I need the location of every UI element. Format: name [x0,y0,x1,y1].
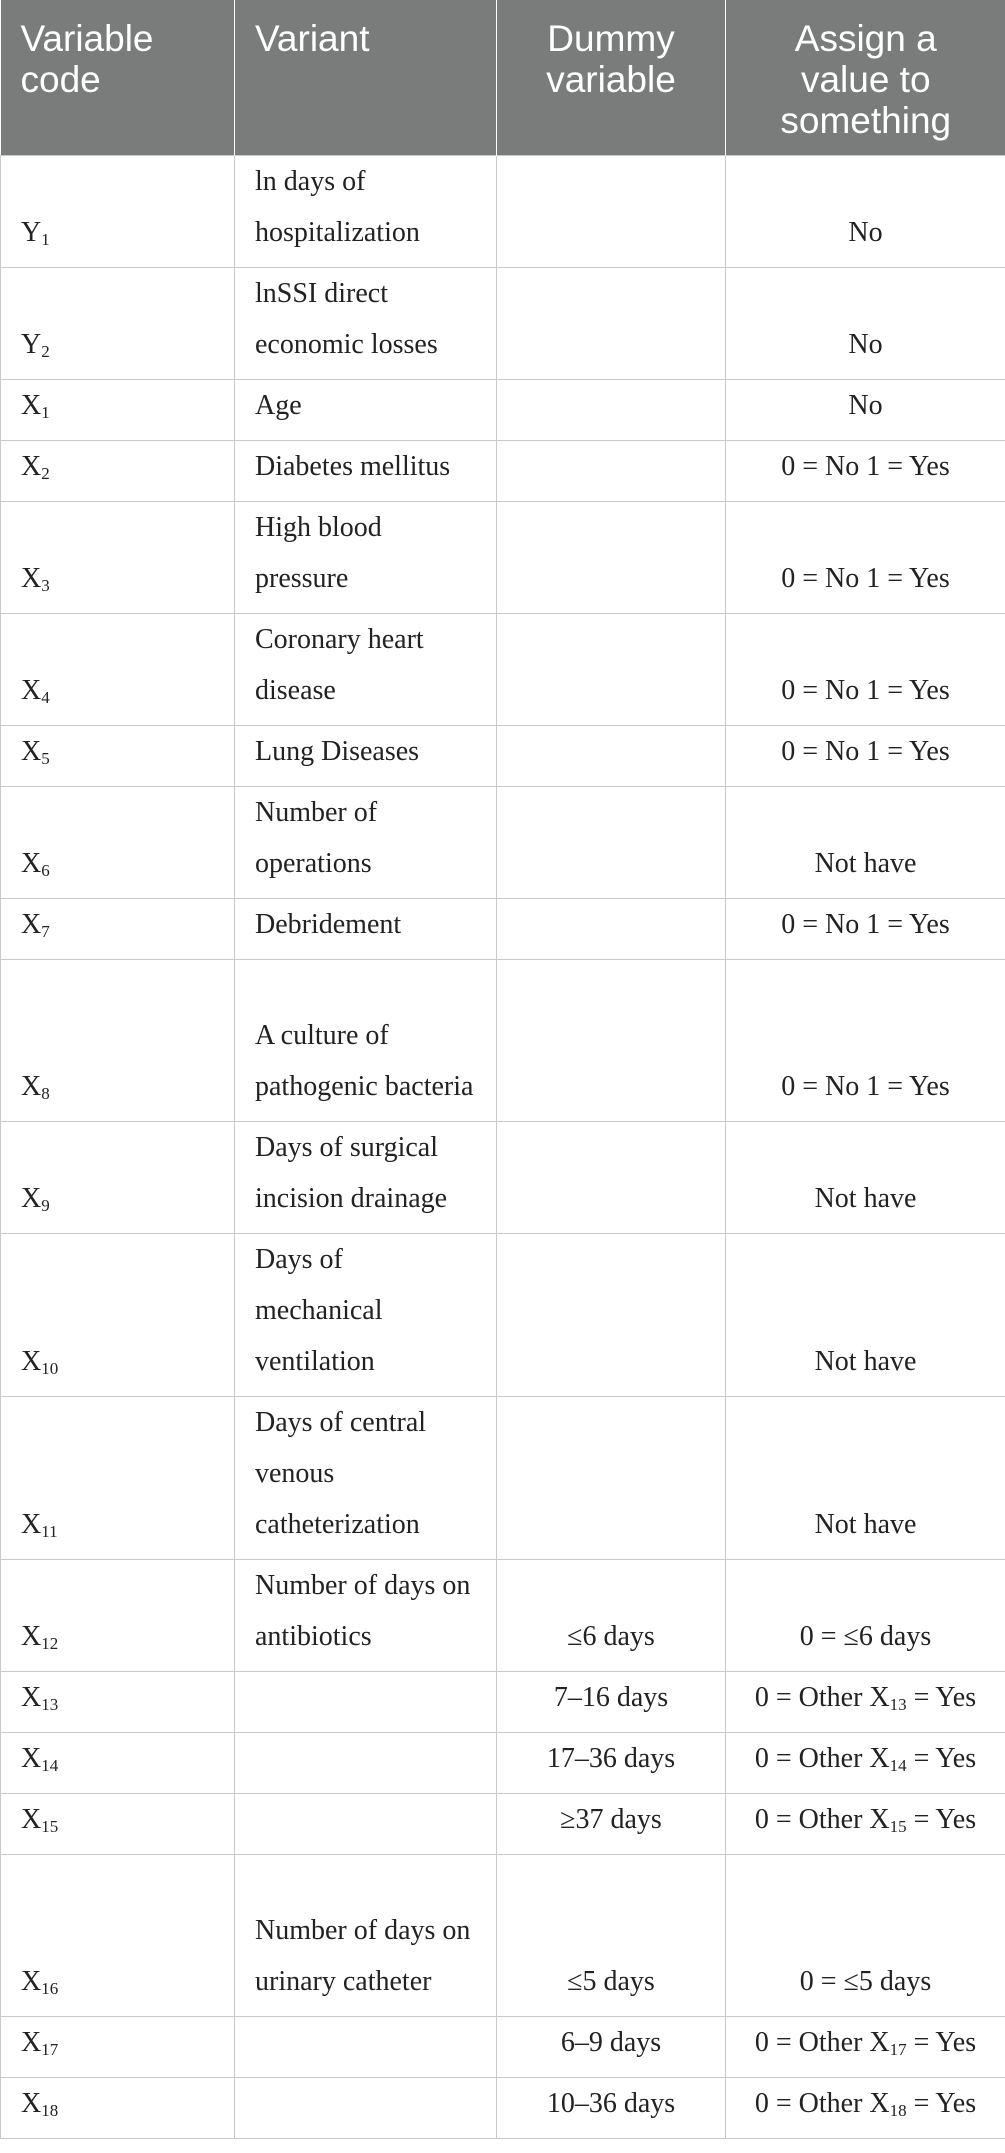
variant-cell: ln days of hospitalization [235,155,497,267]
variable-code-cell: $X_{13}$ [1,1671,235,1732]
dummy-variable-cell [497,1121,726,1233]
table-row [1,267,1005,379]
header-row [1,0,1005,155]
table-row [1,725,1005,786]
variable-code-cell: $X_{11}$ [1,1396,235,1559]
table-row [1,2077,1005,2138]
table-row [1,1121,1005,1233]
table-header [1,0,1005,155]
table-row [1,1854,1005,2016]
variant-cell [235,2077,497,2138]
dummy-variable-cell [497,613,726,725]
assign-value-cell: 0 = Other $X_{17}$ = Yes [726,2016,1005,2077]
variant-cell: Coronary heart disease [235,613,497,725]
table-row [1,959,1005,1121]
dummy-variable-cell [497,267,726,379]
table-row [1,2016,1005,2077]
assign-value-cell: 0 = Other $X_{14}$ = Yes [726,1732,1005,1793]
table-body [1,155,1005,2138]
variable-code-cell: $X_{18}$ [1,2077,235,2138]
dummy-variable-cell [497,501,726,613]
variant-cell: Diabetes mellitus [235,440,497,501]
assign-value-cell: 0 = Other $X_{13}$ = Yes [726,1671,1005,1732]
variable-code-cell: $Y_2$ [1,267,235,379]
dummy-variable-cell [497,379,726,440]
dummy-variable-cell: ≤6 days [497,1559,726,1671]
dummy-variable-cell [497,725,726,786]
variant-cell: Number of days on urinary catheter [235,1854,497,2016]
assign-value-cell: 0 = ≤6 days [726,1559,1005,1671]
table-row [1,1732,1005,1793]
assign-value-cell: 0 = Other $X_{15}$ = Yes [726,1793,1005,1854]
dummy-variable-cell: ≤5 days [497,1854,726,2016]
variable-code-cell: $X_2$ [1,440,235,501]
variable-code-cell: $X_7$ [1,898,235,959]
variant-cell: Debridement [235,898,497,959]
variable-code-cell: $X_{17}$ [1,2016,235,2077]
assign-value-cell: 0 = No 1 = Yes [726,959,1005,1121]
table-row [1,1233,1005,1396]
assign-value-cell: 0 = No 1 = Yes [726,613,1005,725]
variant-cell [235,2016,497,2077]
table-row [1,379,1005,440]
dummy-variable-cell: ≥37 days [497,1793,726,1854]
assign-value-cell: Not have [726,1121,1005,1233]
assign-value-cell: 0 = Other $X_{18}$ = Yes [726,2077,1005,2138]
table-row [1,501,1005,613]
variable-code-cell: $X_9$ [1,1121,235,1233]
variant-cell: lnSSI direct economic losses [235,267,497,379]
variable-code-cell: $X_{14}$ [1,1732,235,1793]
variant-cell: Days of surgical incision drainage [235,1121,497,1233]
assign-value-cell: Not have [726,1233,1005,1396]
variable-code-cell: $Y_1$ [1,155,235,267]
table-row [1,1793,1005,1854]
assign-value-cell: 0 = No 1 = Yes [726,725,1005,786]
dummy-variable-cell [497,440,726,501]
variant-cell [235,1732,497,1793]
dummy-variable-cell [497,959,726,1121]
assign-value-cell: Not have [726,786,1005,898]
dummy-variable-cell: 6–9 days [497,2016,726,2077]
dummy-variable-cell: 10–36 days [497,2077,726,2138]
variable-code-cell: $X_8$ [1,959,235,1121]
variable-code-cell: $X_{10}$ [1,1233,235,1396]
table-row [1,1671,1005,1732]
variant-cell: Lung Diseases [235,725,497,786]
assign-value-cell: No [726,267,1005,379]
variant-cell: Number of operations [235,786,497,898]
assign-value-cell: No [726,379,1005,440]
dummy-variable-cell [497,1233,726,1396]
table-row [1,1396,1005,1559]
variant-cell: Days of mechanical ventilation [235,1233,497,1396]
header-assign-value: Assign a value to something [726,0,1005,155]
variable-code-cell: $X_5$ [1,725,235,786]
variable-code-cell: $X_6$ [1,786,235,898]
variant-cell [235,1671,497,1732]
dummy-variable-cell [497,155,726,267]
variant-cell: Number of days on antibiotics [235,1559,497,1671]
variable-code-cell: $X_4$ [1,613,235,725]
variant-cell: Days of central venous catheterization [235,1396,497,1559]
variant-cell: High blood pressure [235,501,497,613]
dummy-variable-cell [497,786,726,898]
assign-value-cell: 0 = ≤5 days [726,1854,1005,2016]
table-row [1,786,1005,898]
variant-cell [235,1793,497,1854]
variant-cell: Age [235,379,497,440]
assign-value-cell: 0 = No 1 = Yes [726,440,1005,501]
assign-value-cell: Not have [726,1396,1005,1559]
variable-code-cell: $X_1$ [1,379,235,440]
table-row [1,613,1005,725]
header-variable-code: Variable code [1,0,235,155]
variable-code-cell: $X_{15}$ [1,1793,235,1854]
variant-cell: A culture of pathogenic bacteria [235,959,497,1121]
variable-code-cell: $X_3$ [1,501,235,613]
dummy-variable-cell: 17–36 days [497,1732,726,1793]
dummy-variable-cell: 7–16 days [497,1671,726,1732]
dummy-variable-cell [497,1396,726,1559]
table-row [1,440,1005,501]
table-row [1,1559,1005,1671]
table-row [1,155,1005,267]
assign-value-cell: 0 = No 1 = Yes [726,898,1005,959]
assign-value-cell: No [726,155,1005,267]
table-row [1,898,1005,959]
header-dummy-variable: Dummy variable [497,0,726,155]
assign-value-cell: 0 = No 1 = Yes [726,501,1005,613]
dummy-variable-cell [497,898,726,959]
header-variant: Variant [235,0,497,155]
variable-code-cell: $X_{16}$ [1,1854,235,2016]
variable-code-cell: $X_{12}$ [1,1559,235,1671]
